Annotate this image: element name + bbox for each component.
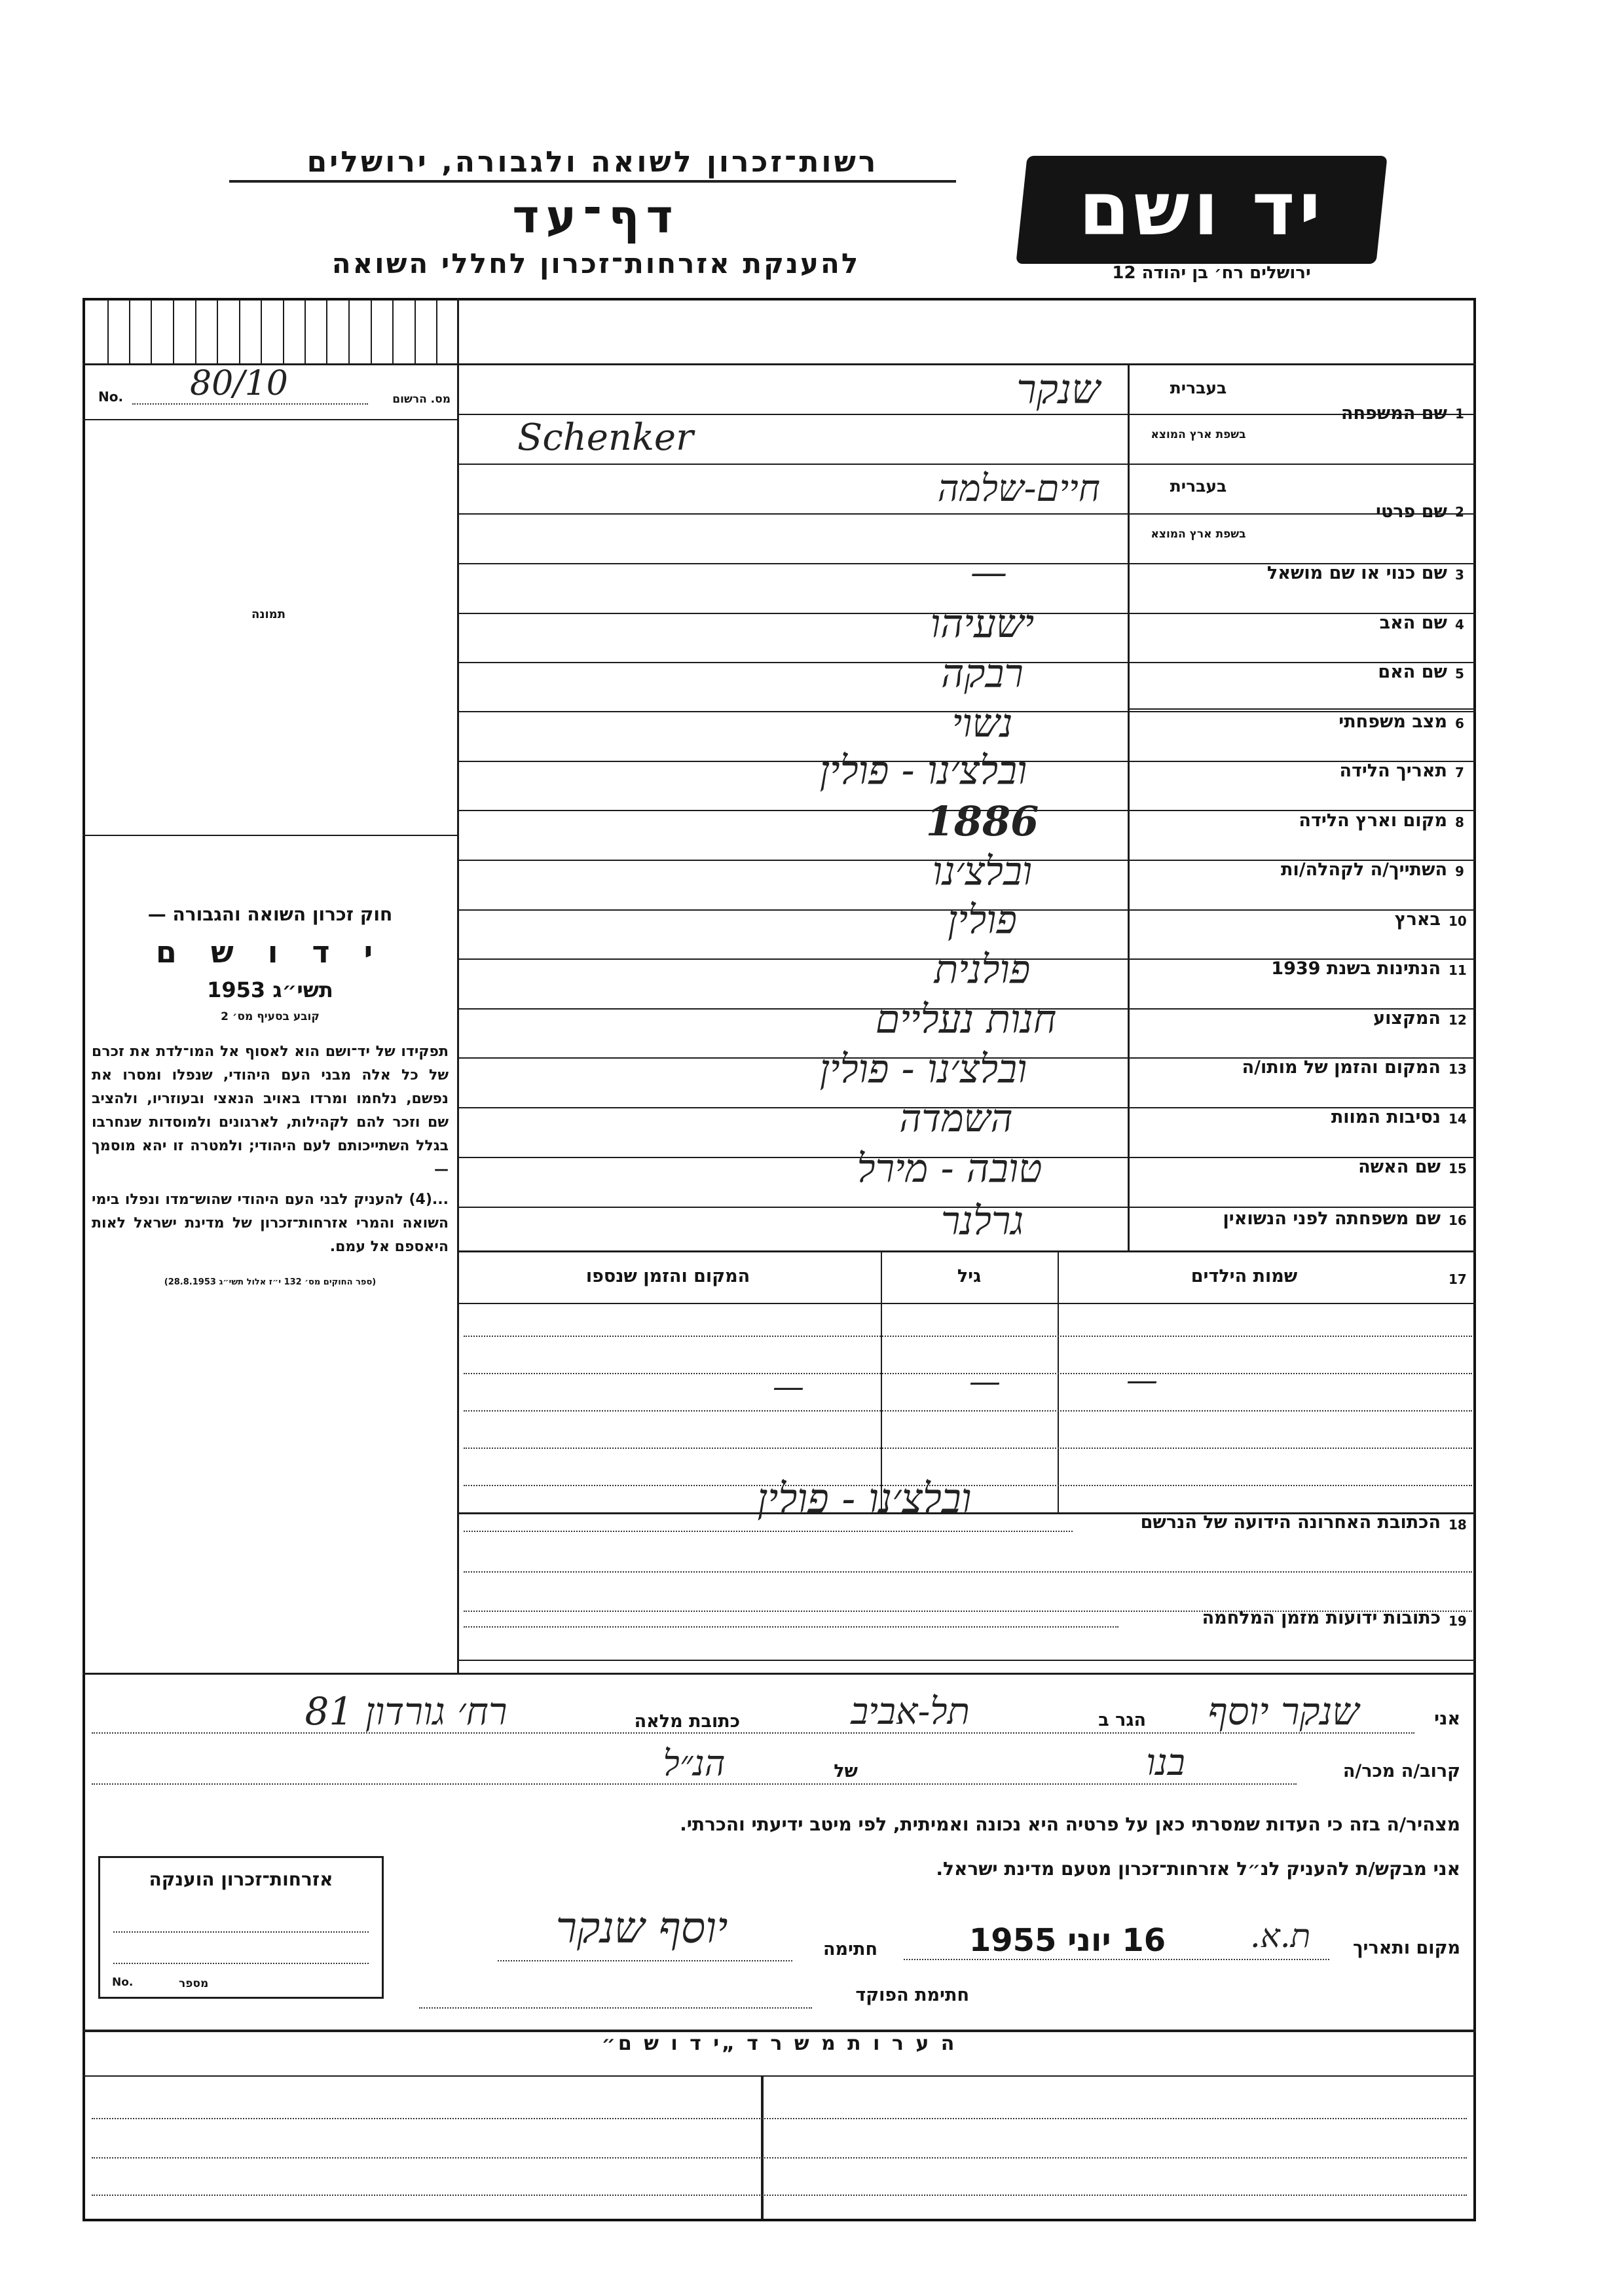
field-value-marital-status: נשוי <box>951 701 1013 746</box>
certificate-number-label: מספר <box>179 1977 209 1990</box>
field-number: 16 <box>1449 1212 1467 1228</box>
child-place: — <box>773 1368 804 1405</box>
logo-text: יד ושם <box>1079 167 1325 252</box>
certificate-title: אזרחות־זכרון הוענקה <box>149 1868 333 1890</box>
law-title: חוק זכרון השואה והגבורה — <box>147 903 393 925</box>
declaration-i-label: אני <box>1434 1709 1460 1729</box>
field-label-country: בארץ <box>1394 909 1441 930</box>
field-value-community: ובלצ׳נו <box>932 848 1033 894</box>
field-label-first-name: שם פרטי <box>1376 501 1447 522</box>
field-number: 1 <box>1455 406 1464 422</box>
field-sub-origin: בשפת ארץ המוצא <box>1151 428 1246 441</box>
field-value-citizenship: פולנית <box>934 947 1031 993</box>
field-number: 14 <box>1449 1111 1467 1127</box>
field-number: 15 <box>1449 1161 1467 1176</box>
date-value: 16 יוני 1955 <box>969 1922 1166 1959</box>
field-value-family-name-he: שנקר <box>1016 365 1100 413</box>
law-footnote: (ספר החוקים מס׳ 132 י״ז אלול תשי״ג 28.8.1953) <box>164 1277 377 1287</box>
field-value-birth-place: 1886 <box>925 797 1039 845</box>
field-label-wife-name: שם האשה <box>1358 1157 1441 1177</box>
form-subtitle: להענקת אזרחות־זכרון לחללי השואה <box>331 247 860 280</box>
children-col-place: המקום והזמן שנספו <box>585 1266 750 1286</box>
field-label-birth-place: מקום וארץ הלידה <box>1299 811 1447 831</box>
declaration-relative-label: קרוב/ה מכר/ה <box>1342 1761 1460 1781</box>
field-label-family-name: שם המשפחה <box>1340 403 1447 424</box>
field-number: 6 <box>1455 716 1464 731</box>
field-sub-hebrew: בעברית <box>1170 477 1227 496</box>
law-paragraph-1: תפקידו של יד־ושם הוא לאסוף אל המו־לדת את זכרם של כל אלה מבני העם היהודי, שנפלו ומסרו את נפשם, נלחמו ומרדו באויב הנאצי ובעוזריו, ולהציב שם וזכר להם לקהילות, לארגונים ולמוסדות שנחרבו בגלל השתייכותם לעם היהודי; ולמטרה זו יהא מוסמך — <box>92 1044 449 1178</box>
field-number: 8 <box>1455 814 1464 830</box>
field-value-father-name: ישעיהו <box>930 601 1035 647</box>
field-label-marital-status: מצב משפחתי <box>1338 712 1447 732</box>
declaration-address: רח׳ גורדון 81 <box>304 1689 507 1734</box>
field-value-profession: חנות נעליים <box>875 996 1057 1042</box>
certificate-no: No. <box>112 1976 134 1989</box>
field-label-mother-name: שם האם <box>1378 662 1447 682</box>
form-title: דף־עד <box>512 190 680 244</box>
field-sub-hebrew: בעברית <box>1170 378 1227 397</box>
field-number: 5 <box>1455 666 1464 682</box>
field-number: 19 <box>1449 1613 1467 1629</box>
field-number: 3 <box>1455 567 1464 583</box>
registration-label: מס. הרשום <box>392 393 451 406</box>
field-value-country: פולין <box>948 897 1017 943</box>
field-label-cause-death: נסיבות המוות <box>1331 1107 1441 1127</box>
law-section: קובע בסעיף מס׳ 2 <box>221 1010 320 1023</box>
registration-no-label: No. <box>98 389 124 405</box>
field-value-nickname: — <box>970 551 1007 594</box>
signature-value: יוסף שנקר <box>555 1903 728 1953</box>
field-value-place-time-death: ובלצ׳נו - פולין <box>819 1046 1027 1092</box>
field-label-maiden-name: שם משפחתה לפני הנשואין <box>1223 1209 1441 1229</box>
field-value-last-address: ובלצ׳נו - פולין <box>757 1474 972 1522</box>
field-number: 10 <box>1449 913 1467 929</box>
field-number: 9 <box>1455 864 1464 879</box>
authority-header: רשות־זכרון לשואה ולגבורה, ירושלים <box>229 145 956 183</box>
declaration-statement-1: מצהיר/ה בזה כי העדות שמסרתי כאן על פרטיה היא נכונה ואמיתית, לפי מיטב ידיעתי והכרתי. <box>680 1813 1460 1835</box>
yad-vashem-logo <box>1016 156 1387 264</box>
field-value-mother-name: רבקה <box>941 651 1024 697</box>
declaration-statement-2: אני מבקש/ת להעניק לנ״ל אזרחות־זכרון מטעם מדינת ישראל. <box>936 1858 1460 1880</box>
address-line: ירושלים רח׳ בן יהודה 12 <box>1112 263 1311 283</box>
field-number: 7 <box>1455 765 1464 780</box>
place-date-label: מקום ותאריך <box>1352 1938 1460 1958</box>
certificate-box <box>98 1856 384 1999</box>
field-number: 2 <box>1455 504 1464 520</box>
field-label-last-address: הכתובת האחרונה הידועה של הנרשם <box>1140 1512 1441 1533</box>
law-box <box>92 903 449 1287</box>
declaration-lives-label: הגר ב <box>1098 1710 1146 1730</box>
field-label-citizenship: הנתינות בשנת 1939 <box>1271 958 1441 979</box>
field-label-nickname: שם כנוי או שם מושאל <box>1266 563 1447 583</box>
officer-signature-label: חתימת הפוקד <box>855 1985 969 2005</box>
children-col-names: שמות הילדים <box>1190 1266 1298 1286</box>
law-year: תשי״ג 1953 <box>207 977 333 1002</box>
place-value: ת.א. <box>1249 1917 1311 1955</box>
field-number: 11 <box>1449 962 1467 978</box>
declaration-relation: בנו <box>1146 1741 1185 1784</box>
field-label-wartime-addresses: כתובות ידועות מזמן המלחמה <box>1202 1608 1441 1628</box>
field-number: 18 <box>1449 1517 1467 1533</box>
declaration-of-label: של <box>834 1761 858 1781</box>
law-name: י ד ו ש ם <box>155 934 385 970</box>
field-label-place-time-death: המקום והזמן של מותו/ה <box>1242 1057 1441 1078</box>
field-label-father-name: שם האב <box>1379 613 1447 633</box>
law-paragraph-2: ...(4) להעניק לבני העם היהודי שהוש־מדו ונפלו בימי השואה והמרי אזרחות־זכרון של מדינת ישראל לאות היאספם אל עמם. <box>92 1192 449 1255</box>
office-notes-title: ה ע ר ו ת מ ש ר ד „י ד ו ש ם״ <box>601 2032 957 2055</box>
signature-label: חתימה <box>822 1939 877 1959</box>
field-value-birth-date: ובלצ׳נו - פולין <box>819 748 1027 793</box>
field-value-family-name-orig: Schenker <box>517 416 693 459</box>
field-label-birth-date: תאריך הלידה <box>1339 761 1447 781</box>
field-label-profession: המקצוע <box>1373 1008 1441 1029</box>
declaration-name: שנקר יוסף <box>1208 1689 1359 1734</box>
declaration-city: תל-אביב <box>851 1690 970 1733</box>
field-number: 13 <box>1449 1061 1467 1077</box>
children-col-age: גיל <box>957 1266 982 1286</box>
field-value-maiden-name: גרלנר <box>940 1198 1024 1244</box>
field-value-first-name: חיים-שלמה <box>937 467 1100 510</box>
field-number: 12 <box>1449 1012 1467 1028</box>
field-sub-origin: בשפת ארץ המוצא <box>1151 528 1246 541</box>
declaration-of-value: הנ״ל <box>663 1743 726 1784</box>
field-number: 4 <box>1455 617 1464 632</box>
child-age: — <box>969 1363 1001 1400</box>
registration-number: 80/10 <box>190 364 288 403</box>
field-value-cause-death: השמדה <box>899 1096 1013 1140</box>
field-label-community: השתייך/ה לקהלה/ות <box>1281 860 1447 880</box>
field-value-wife-name: טובה - מירל <box>857 1146 1043 1192</box>
photo-label: תמונה <box>251 608 286 621</box>
declaration-address-label: כתובת מלאה <box>634 1711 740 1732</box>
child-name: — <box>1126 1362 1158 1398</box>
field-number: 17 <box>1449 1271 1467 1287</box>
